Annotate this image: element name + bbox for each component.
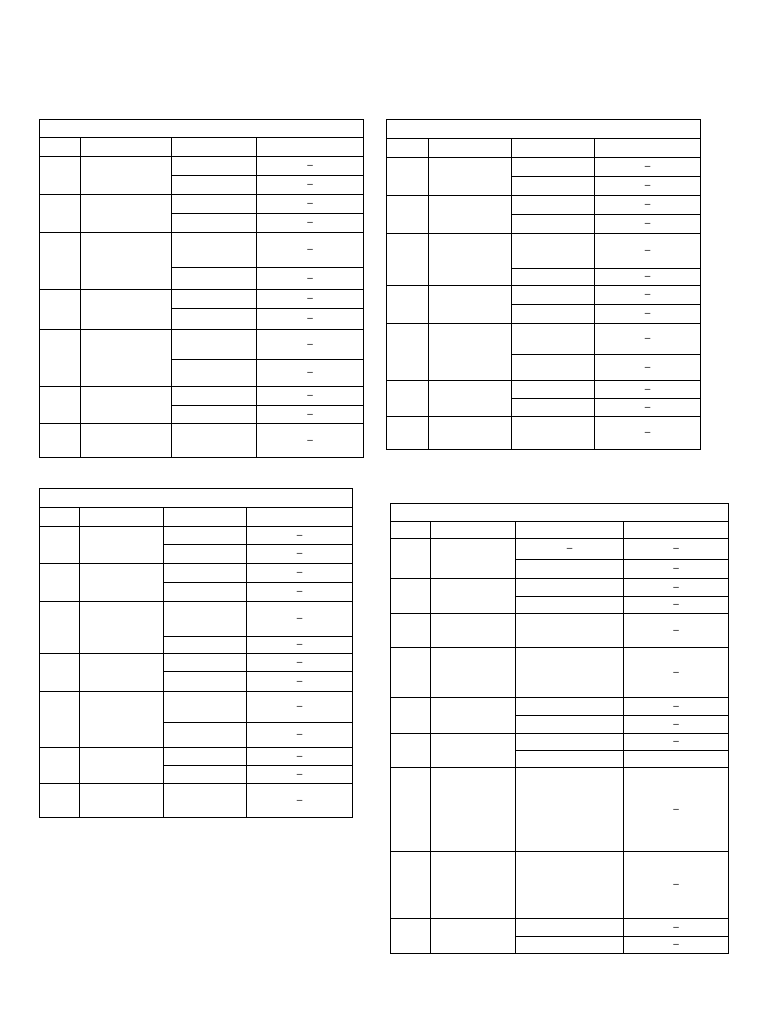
dash-mark: – bbox=[644, 289, 651, 300]
table-row bbox=[387, 196, 701, 215]
dash-mark: – bbox=[566, 543, 573, 554]
header-row bbox=[40, 508, 353, 527]
dash-mark: – bbox=[296, 613, 303, 624]
dash-mark: – bbox=[644, 333, 651, 344]
dash-mark: – bbox=[296, 768, 303, 780]
dash-mark: – bbox=[307, 160, 313, 171]
dash-mark: – bbox=[296, 794, 303, 806]
dash-mark: – bbox=[307, 244, 313, 255]
table-row bbox=[391, 648, 729, 698]
dash-mark: – bbox=[296, 548, 303, 559]
dash-mark: – bbox=[307, 390, 313, 401]
dash-mark: – bbox=[307, 198, 313, 209]
table-row bbox=[40, 748, 353, 766]
dash-mark: – bbox=[644, 308, 651, 319]
dash-mark: – bbox=[296, 567, 303, 578]
table-row bbox=[387, 234, 701, 269]
table-row bbox=[391, 698, 729, 716]
table-title-row bbox=[40, 489, 353, 508]
dash-mark: – bbox=[296, 750, 303, 762]
table-top-left bbox=[39, 119, 364, 458]
table-bottom-left bbox=[39, 488, 353, 818]
dash-mark: – bbox=[644, 218, 651, 229]
dash-mark: – bbox=[673, 718, 679, 730]
dash-mark: – bbox=[644, 361, 651, 373]
dash-mark: – bbox=[644, 245, 651, 256]
dash-mark: – bbox=[307, 293, 313, 304]
table-row bbox=[391, 919, 729, 937]
table-row bbox=[391, 579, 729, 597]
dash-mark: – bbox=[307, 217, 313, 228]
table-row bbox=[391, 852, 729, 919]
table-row bbox=[387, 324, 701, 355]
dash-mark: – bbox=[296, 729, 303, 740]
table-row bbox=[40, 195, 364, 214]
dash-mark: – bbox=[644, 427, 651, 438]
dash-mark: – bbox=[296, 639, 303, 650]
dash-mark: – bbox=[673, 700, 679, 712]
table-row bbox=[391, 768, 729, 852]
table-row bbox=[40, 784, 353, 818]
dash-mark: – bbox=[307, 338, 313, 350]
table-title-row bbox=[40, 120, 364, 138]
dash-mark: – bbox=[307, 179, 313, 190]
dash-mark: – bbox=[296, 656, 303, 668]
dash-mark: – bbox=[673, 666, 679, 678]
dash-mark: – bbox=[673, 543, 679, 554]
table-title-row bbox=[391, 504, 729, 522]
dash-mark: – bbox=[644, 199, 651, 210]
dash-mark: – bbox=[673, 624, 679, 636]
table-row bbox=[40, 387, 364, 406]
dash-mark: – bbox=[673, 563, 679, 574]
header-row bbox=[40, 138, 364, 157]
dash-mark: – bbox=[307, 408, 313, 420]
table-row bbox=[40, 290, 364, 309]
dash-mark: – bbox=[644, 161, 651, 172]
table-title-row bbox=[387, 120, 701, 139]
dash-mark: – bbox=[296, 675, 303, 687]
table-row bbox=[40, 233, 364, 268]
dash-mark: – bbox=[644, 401, 651, 413]
dash-mark: – bbox=[307, 272, 313, 284]
dash-mark: – bbox=[307, 313, 313, 324]
dash-mark: – bbox=[296, 586, 303, 597]
table-row bbox=[40, 330, 364, 360]
table-row bbox=[40, 654, 353, 672]
dash-mark: – bbox=[673, 879, 679, 890]
dash-mark: – bbox=[673, 599, 679, 610]
table-row bbox=[40, 692, 353, 723]
dash-mark: – bbox=[307, 434, 313, 446]
table-row bbox=[387, 158, 701, 177]
table-row bbox=[387, 381, 701, 399]
dash-mark: – bbox=[673, 921, 679, 933]
header-row bbox=[387, 139, 701, 158]
dash-mark: – bbox=[673, 803, 679, 815]
table-row bbox=[391, 539, 729, 560]
dash-mark: – bbox=[644, 180, 651, 191]
table-row bbox=[391, 614, 729, 648]
table-row bbox=[40, 564, 353, 583]
header-row bbox=[391, 522, 729, 539]
dash-mark: – bbox=[673, 736, 679, 747]
table-row bbox=[40, 602, 353, 637]
table-row bbox=[40, 157, 364, 176]
dash-mark: – bbox=[644, 271, 651, 282]
table-row bbox=[391, 734, 729, 751]
table-row bbox=[387, 417, 701, 450]
table-row bbox=[40, 424, 364, 458]
dash-mark: – bbox=[296, 701, 303, 712]
dash-mark: – bbox=[307, 367, 313, 378]
dash-mark: – bbox=[673, 939, 679, 950]
table-row bbox=[40, 527, 353, 545]
table-row bbox=[387, 286, 701, 305]
dash-mark: – bbox=[644, 383, 651, 395]
dash-mark: – bbox=[296, 529, 303, 541]
dash-mark: – bbox=[673, 581, 679, 593]
table-top-right bbox=[386, 119, 701, 450]
table-bottom-right bbox=[390, 503, 729, 954]
